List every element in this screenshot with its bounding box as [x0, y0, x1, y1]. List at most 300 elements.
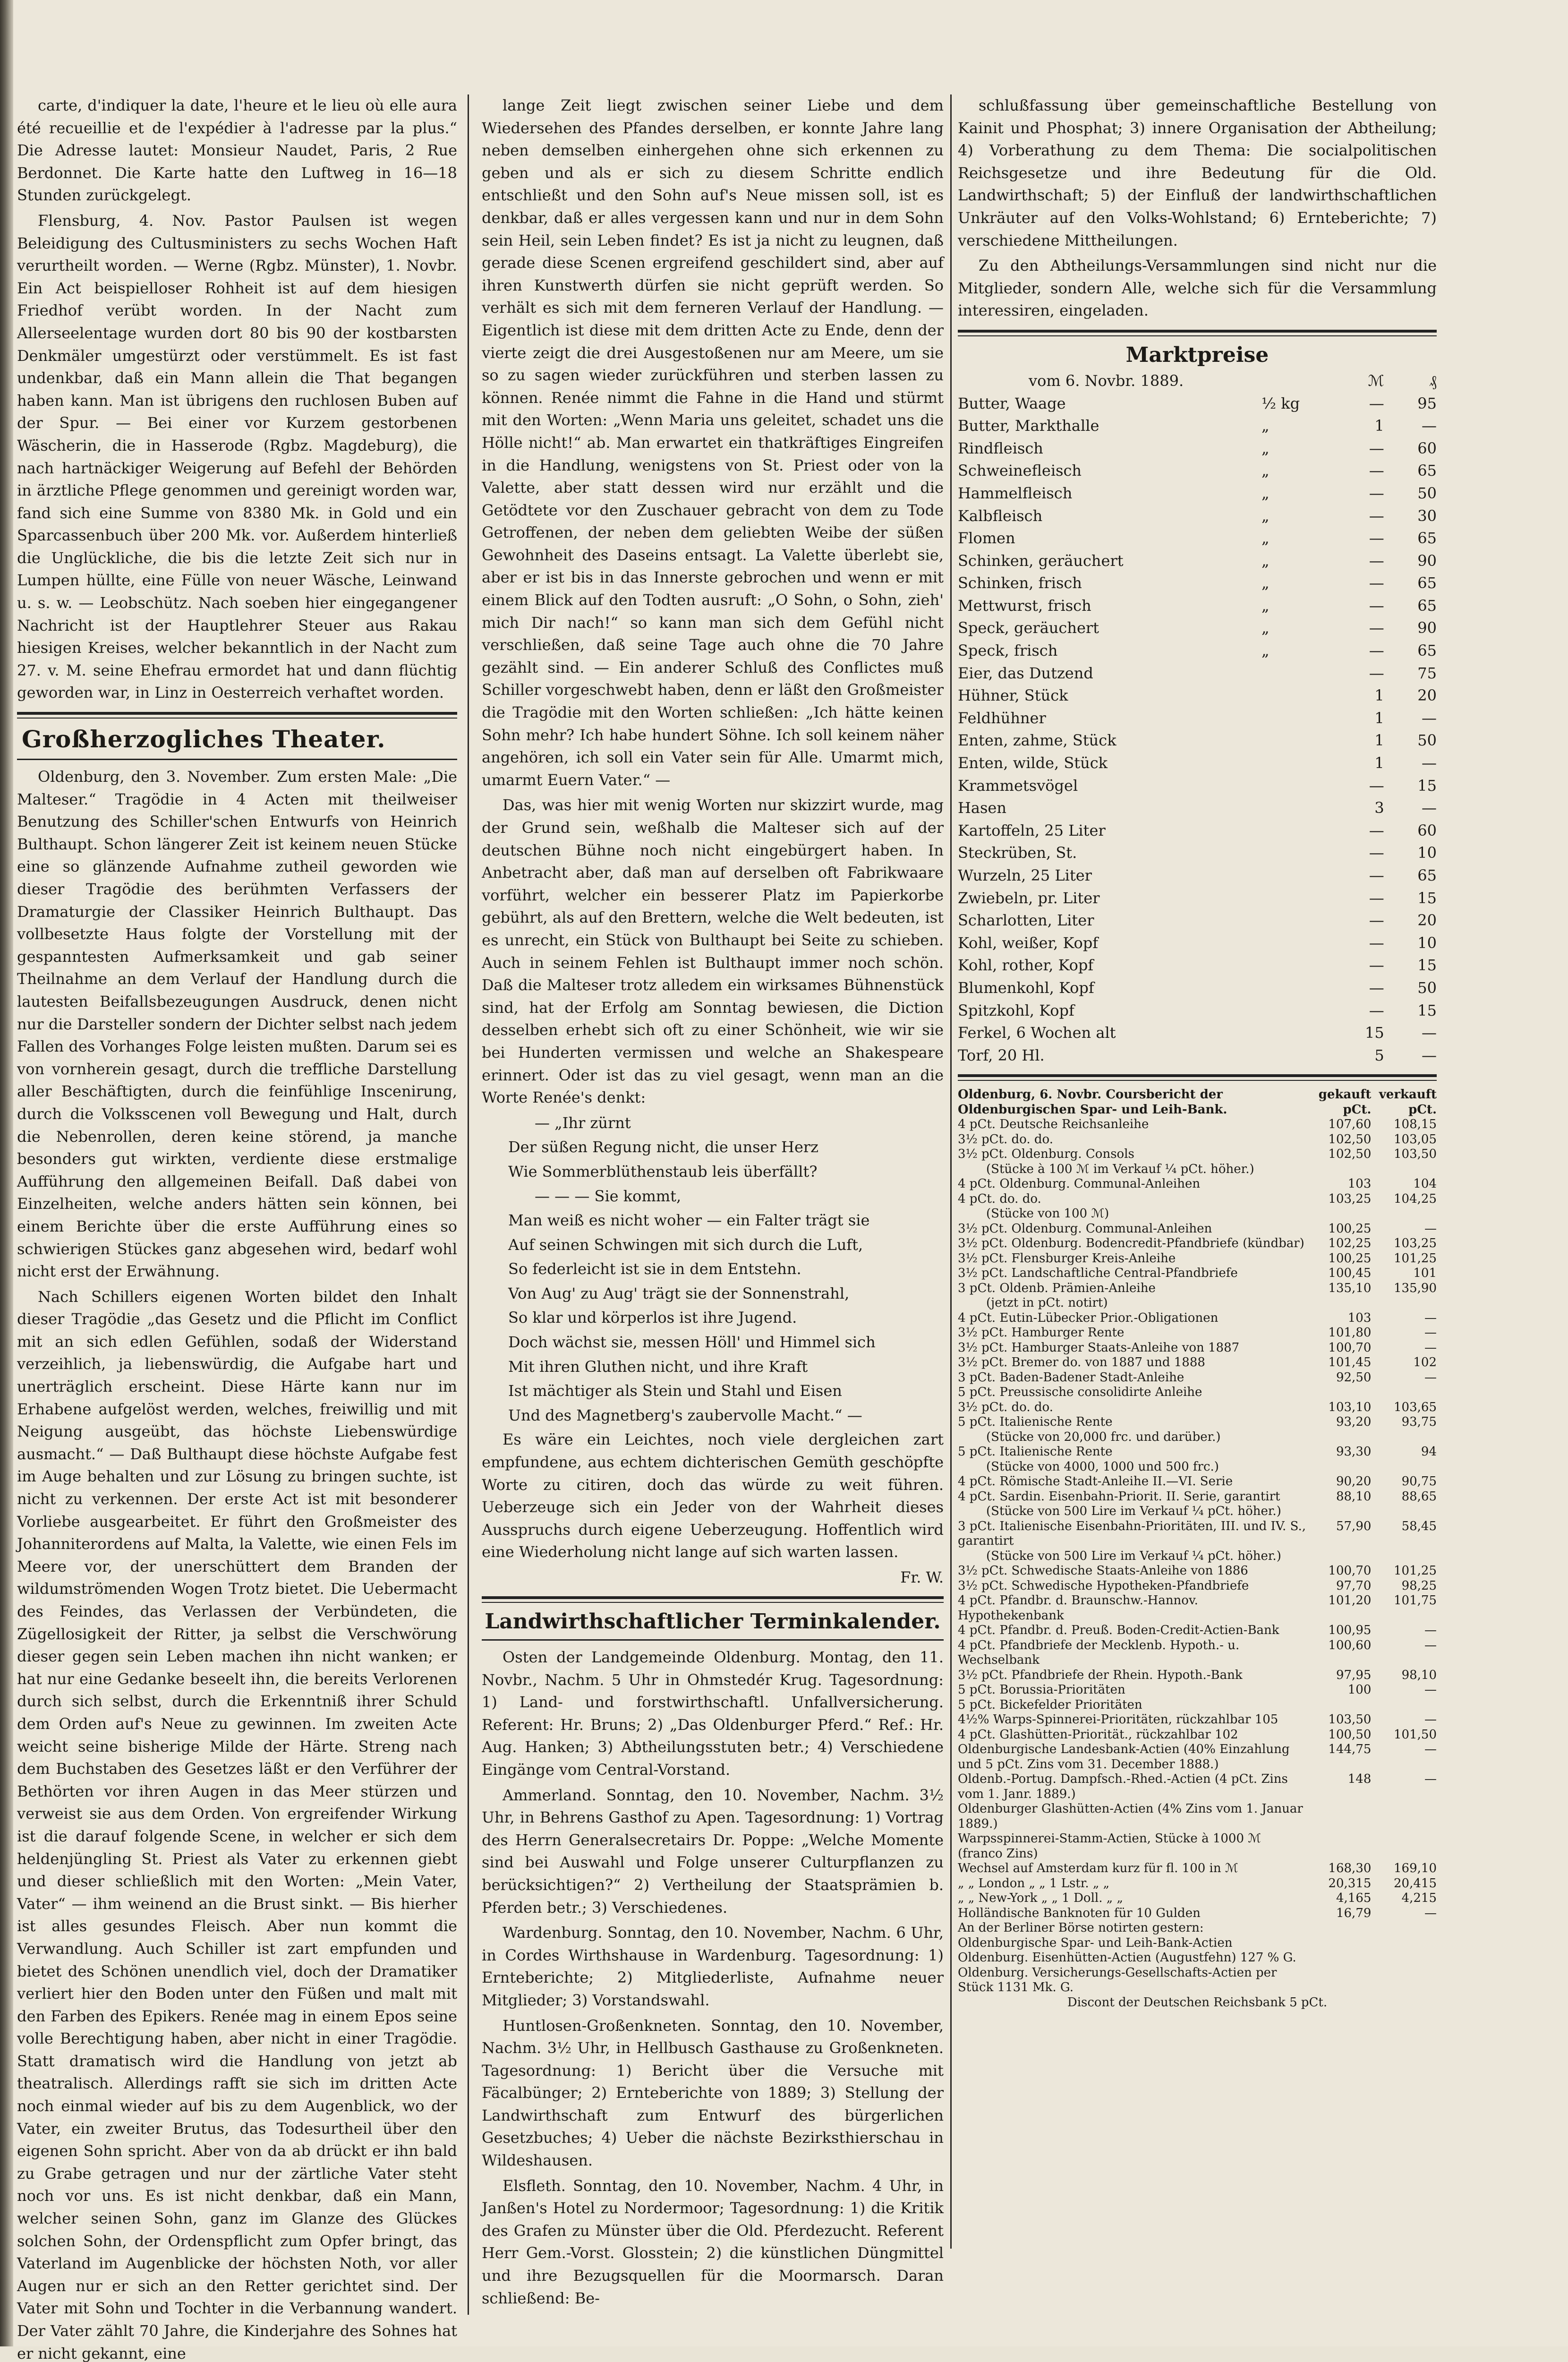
course-cell-bez: Warpsspinnerei-Stamm-Actien, Stücke à 1000 ℳ (franco Zins): [958, 1831, 1261, 1861]
course-row: [958, 1861, 1437, 1876]
course-row: [958, 1177, 1437, 1192]
course-cell-g: 92,50: [1336, 1370, 1372, 1385]
course-cell-g: 168,30: [1328, 1861, 1372, 1876]
course-header-bought: gekauft pCt.: [1318, 1087, 1372, 1117]
course-row: [958, 1802, 1437, 1831]
course-cell-v: 135,90: [1394, 1281, 1437, 1295]
market-cell-p: 65: [1417, 574, 1437, 592]
course-cell-v: [1371, 1162, 1437, 1177]
market-cell-item: Kohl, rother, Kopf: [958, 956, 1094, 975]
market-cell-m: 1: [1374, 731, 1384, 750]
course-cell-v: 104: [1413, 1177, 1437, 1191]
course-cell-g: [1306, 1504, 1372, 1519]
course-row: [958, 1281, 1437, 1296]
newspaper-page: [13, 0, 1568, 2362]
market-cell-m: 1: [1374, 417, 1384, 435]
market-cell-p: —: [1422, 799, 1437, 817]
course-cell-v: —: [1424, 1221, 1437, 1236]
market-cell-unit: ½ kg: [1261, 394, 1300, 412]
course-row: [958, 1147, 1437, 1162]
market-cell-item: Kohl, weißer, Kopf: [958, 933, 1099, 952]
theater-heading: Großherzogliches Theater.: [22, 725, 386, 753]
course-row: [958, 1564, 1437, 1579]
course-cell-g: 102,50: [1328, 1132, 1372, 1147]
course-row: [958, 1266, 1437, 1281]
course-cell-g: 97,95: [1336, 1668, 1372, 1682]
calendar-continuation: [958, 94, 1437, 322]
market-cell-m: 5: [1374, 1046, 1384, 1064]
course-cell-v: [1371, 1936, 1437, 1951]
market-cell-p: —: [1422, 417, 1437, 435]
market-cell-unit: [1261, 797, 1349, 820]
course-cell-g: [1306, 1207, 1372, 1222]
course-cell-g: [1306, 1698, 1372, 1713]
market-row: [958, 685, 1437, 707]
course-header-sold: verkauft pCt.: [1379, 1087, 1437, 1117]
market-cell-m: —: [1369, 529, 1384, 548]
verse-line: — — — Sie kommt,: [535, 1187, 682, 1205]
market-cell-unit: [1261, 1044, 1349, 1067]
course-cell-v: [1371, 1207, 1437, 1222]
course-cell-bez: (Stücke von 4000, 1000 und 500 frc.): [986, 1459, 1219, 1474]
market-cell-m: —: [1369, 462, 1384, 480]
market-cell-item: Schinken, geräuchert: [958, 551, 1124, 570]
course-cell-bez: 3½ pCt. do. do.: [958, 1132, 1053, 1147]
binding-gutter: [0, 0, 13, 2346]
column-3: [958, 94, 1437, 2249]
course-cell-v: [1371, 1831, 1437, 1861]
course-cell-g: 103,50: [1328, 1712, 1372, 1727]
market-cell-item: Butter, Waage: [958, 394, 1066, 412]
course-row: [958, 1742, 1437, 1772]
course-row: [958, 1117, 1437, 1132]
course-cell-v: [1371, 1549, 1437, 1564]
course-cell-bez: (Stücke von 500 Lire im Verkauf ¼ pCt. höher.): [986, 1549, 1281, 1563]
market-row: [958, 1000, 1437, 1022]
market-cell-item: Hühner, Stück: [958, 686, 1068, 705]
course-cell-g: 102,25: [1328, 1236, 1372, 1251]
market-row: [958, 887, 1437, 910]
market-cell-m: —: [1369, 619, 1384, 637]
course-row: [958, 1251, 1437, 1267]
market-row: [958, 775, 1437, 797]
course-cell-g: [1306, 1802, 1372, 1831]
course-cell-g: 100,25: [1328, 1221, 1372, 1236]
course-cell-bez: (Stücke von 100 ℳ): [986, 1207, 1109, 1221]
market-cell-p: 95: [1417, 394, 1437, 412]
course-cell-v: [1371, 1460, 1437, 1475]
course-cell-g: 107,60: [1328, 1117, 1372, 1132]
course-cell-bez: „ „ London „ „ 1 Lstr. „ „: [958, 1876, 1110, 1891]
course-cell-g: 101,80: [1328, 1326, 1372, 1340]
course-cell-bez: (jetzt in pCt. notirt): [986, 1296, 1108, 1310]
market-cell-m: —: [1369, 642, 1384, 660]
market-cell-m: —: [1369, 596, 1384, 615]
market-cell-m: —: [1369, 484, 1384, 502]
course-cell-bez: 3 pCt. Italienische Eisenbahn-Prioritäten, III. und IV. S., garantirt: [958, 1519, 1306, 1549]
course-row: [958, 1831, 1437, 1861]
market-row: [958, 1022, 1437, 1044]
course-cell-bez: 5 pCt. Borussia-Prioritäten: [958, 1683, 1125, 1697]
discount-note: Discont der Deutschen Reichsbank 5 pCt.: [1067, 1995, 1328, 2010]
market-cell-item: Scharlotten, Liter: [958, 911, 1094, 930]
course-cell-v: [1371, 1966, 1437, 1995]
market-row: [958, 752, 1437, 775]
verse-line: Mit ihren Gluthen nicht, und ihre Kraft: [508, 1357, 808, 1376]
market-row: [958, 820, 1437, 842]
market-cell-item: Wurzeln, 25 Liter: [958, 866, 1092, 884]
market-cell-unit: [1261, 887, 1349, 910]
market-cell-p: —: [1422, 1046, 1437, 1064]
course-cell-bez: 3½ pCt. do. do.: [958, 1400, 1053, 1414]
market-cell-unit: [1261, 864, 1349, 887]
market-cell-m: —: [1369, 1001, 1384, 1019]
course-row: [958, 1712, 1437, 1728]
course-cell-v: 20,415: [1394, 1876, 1437, 1891]
market-cell-item: Rindfleisch: [958, 439, 1043, 457]
market-date: vom 6. Novbr. 1889.: [1029, 371, 1184, 390]
market-cell-unit: [1261, 977, 1349, 1000]
course-cell-g: 100,70: [1328, 1564, 1372, 1578]
market-cell-m: 15: [1364, 1024, 1384, 1042]
course-cell-bez: „ „ New-York „ „ 1 Doll. „ „: [958, 1891, 1123, 1906]
verse-quote: [482, 1112, 944, 1427]
market-cell-item: Zwiebeln, pr. Liter: [958, 889, 1100, 907]
course-cell-bez: Oldenburgische Landesbank-Actien (40% Einzahlung und 5 pCt. Zins vom 31. December 1888.): [958, 1742, 1290, 1772]
market-row: [958, 1044, 1437, 1067]
market-cell-p: 90: [1417, 551, 1437, 570]
market-cell-p: 50: [1417, 484, 1437, 502]
news-items: [17, 94, 457, 704]
market-cell-m: 3: [1374, 799, 1384, 817]
course-row: [958, 1504, 1437, 1519]
market-cell-unit: [1261, 1022, 1349, 1044]
section-divider: [482, 1596, 944, 1603]
course-cell-bez: 4 pCt. Pfandbr. d. Braunschw.-Hannov. Hypothekenbank: [958, 1593, 1198, 1623]
course-cell-v: 101: [1413, 1266, 1437, 1281]
market-cell-m: —: [1369, 574, 1384, 592]
verse-line: Man weiß es nicht woher — ein Falter trägt sie: [508, 1211, 870, 1230]
course-cell-bez: 3½ pCt. Hamburger Rente: [958, 1326, 1125, 1340]
market-row: [958, 617, 1437, 640]
course-cell-g: 93,20: [1336, 1415, 1372, 1429]
market-cell-p: 50: [1417, 978, 1437, 997]
market-cell-m: —: [1369, 911, 1384, 930]
course-cell-v: 104,25: [1394, 1191, 1437, 1206]
section-divider: [17, 712, 457, 719]
market-cell-p: 65: [1417, 596, 1437, 615]
paragraph: carte, d'indiquer la date, l'heure et le lieu où elle aura été recueillie et de l'expédier à l'adresse par la plus.“ Die Adresse lautet: Monsieur Naudet, Paris, 2 Rue Berdonnet. Die Karte hatte den Luftweg in 16—18 Stunden zurückgelegt.: [17, 96, 457, 205]
course-cell-bez: 5 pCt. Bickefelder Prioritäten: [958, 1697, 1142, 1712]
course-cell-g: [1306, 1951, 1372, 1966]
market-cell-m: —: [1369, 776, 1384, 795]
course-header-title: Oldenburg, 6. Novbr. Coursbericht der Oldenburgischen Spar- und Leih-Bank.: [958, 1087, 1227, 1117]
market-cell-item: Steckrüben, St.: [958, 844, 1077, 862]
market-cell-unit: [1261, 909, 1349, 932]
pfennig-column-head: ₰: [1429, 371, 1437, 390]
market-cell-p: 65: [1417, 866, 1437, 884]
course-cell-g: 88,10: [1336, 1489, 1372, 1504]
course-cell-bez: Oldenburgische Spar- und Leih-Bank-Actien: [958, 1935, 1233, 1950]
course-cell-bez: Holländische Banknoten für 10 Gulden: [958, 1906, 1201, 1920]
course-row: [958, 1489, 1437, 1505]
paragraph: Nach Schillers eigenen Worten bildet den Inhalt dieser Tragödie „das Gesetz und die Pflicht im Conflict mit an sich edlen Gefühlen, sodaß der Widerstand verzeihlich, ja liebenswürdig, die Aufgabe hart und unerträglich erscheint. Diese Härte kann nur im Erhabene aufgelöst werden, welches, freiwillig und mit Neigung ausgeübt, das höchste Liebenswürdige ausmacht.“ — Daß Bulthaupt diese höchste Aufgabe fest im Auge behalten und zur Lösung zu bringen suchte, ist nicht zu verkennen. Der erste Act ist mit besonderer Vorliebe ausgearbeitet. Er führt den Großmeister des Johanniterordens auf Malta, la Valette, wie einen Fels im Meere vor, der unerschüttert dem Branden der wildumströmenden Wogen Trotz bietet. Die Uebermacht des Feindes, das Verlassen der Verbündeten, die Zügellosigkeit der Ritter, ja selbst die Verschwörung dieser gegen sein Leben machen ihn nicht wanken; er hat nur eine Gedanke beseelt ihn, die bereits Verlorenen durch sich selbst, durch die Erkenntniß ihrer Schuld dem Orden auf's Neue zu gewinnen. Im zweiten Acte weicht seine bisherige Milde der Härte. Streng nach dem Buchstaben des Gesetzes läßt er den Verführer der Bethörten vor ihren Augen in das Meer stürzen und verweist sie aus dem Orden. Von ergreifender Wirkung ist die darauf folgende Scene, in welcher er sich dem heldenjüngling St. Priest als Vater zu erkennen giebt und dieser schließlich mit den Worten: „Mein Vater, Vater“ — ihm weinend an die Brust sinkt. — Bis hierher ist alles gesundes Fleisch. Aber nun kommt die Verwandlung. Auch Schiller ist zart empfunden und bietet des Schönen unendlich viel, doch der Dramatiker verliert hier den Boden unter den Füßen und malt mit den Farben des Epikers. Renée mag in einem Epos seine volle Berechtigung haben, aber nicht in einer Tragödie. Statt dramatisch wird die Handlung von jetzt ab theatralisch. Allerdings rafft sie sich im dritten Acte noch einmal wieder auf bis zu dem Augenblick, wo der Vater, ein zweiter Brutus, das Todesurtheil über den eigenen Sohn spricht. Aber von da ab drückt er ihn bald zu Grabe getragen und nur der zärtliche Vater steht noch vor uns. Es ist nicht denkbar, daß ein Mann, welcher seinen Sohn, ganz im Glanze des Glückes solchen Sohn, der Ordenspflicht zum Opfer bringt, das Vaterland im Augenblicke der höchsten Noth, vor aller Augen nur er sich an den Retter gerichtet sind. Der Vater mit Sohn und Tochter in die Verbannung wandert. Der Vater zählt 70 Jahre, die Kinderjahre des Sohnes hat er nicht gekannt, eine: [17, 1287, 457, 2362]
course-cell-v: [1371, 1504, 1437, 1519]
course-rows: [958, 1117, 1437, 1995]
course-cell-v: [1371, 1698, 1437, 1713]
course-cell-bez: 3½ pCt. Pfandbriefe der Rhein. Hypoth.-Bank: [958, 1668, 1243, 1682]
market-cell-unit: [1261, 662, 1349, 685]
course-cell-g: 93,30: [1336, 1445, 1372, 1459]
column-2: [482, 94, 944, 2315]
course-cell-v: —: [1424, 1683, 1437, 1697]
course-cell-v: —: [1424, 1772, 1437, 1787]
market-rows: [958, 393, 1437, 1067]
course-cell-v: [1371, 1951, 1437, 1966]
market-cell-unit: [1261, 707, 1349, 730]
market-row: [958, 437, 1437, 460]
course-cell-v: [1371, 1921, 1437, 1936]
market-cell-p: —: [1422, 1024, 1437, 1042]
course-cell-v: 90,75: [1401, 1474, 1437, 1489]
market-cell-item: Flomen: [958, 529, 1015, 548]
course-cell-v: [1371, 1802, 1437, 1831]
market-cell-item: Kalbfleisch: [958, 506, 1043, 525]
market-heading: Marktpreise: [1125, 342, 1269, 367]
course-cell-v: —: [1424, 1326, 1437, 1340]
course-cell-v: 101,25: [1394, 1251, 1437, 1266]
market-row: [958, 797, 1437, 820]
course-row: [958, 1891, 1437, 1906]
course-cell-g: 100: [1347, 1683, 1372, 1697]
market-row: [958, 954, 1437, 977]
course-cell-bez: An der Berliner Börse notirten gestern:: [958, 1921, 1204, 1935]
market-row: [958, 729, 1437, 752]
verse-line: Wie Sommerblüthenstaub leis überfällt?: [508, 1162, 818, 1181]
course-cell-bez: (Stücke à 100 ℳ im Verkauf ¼ pCt. höher.): [986, 1162, 1254, 1176]
market-cell-item: Hammelfleisch: [958, 484, 1073, 502]
course-cell-bez: 4 pCt. Pfandbriefe der Mecklenb. Hypoth.- u. Wechselbank: [958, 1638, 1240, 1668]
course-cell-g: 144,75: [1328, 1742, 1372, 1757]
market-row: [958, 460, 1437, 482]
course-cell-v: 101,75: [1394, 1593, 1437, 1608]
market-cell-item: Mettwurst, frisch: [958, 596, 1091, 615]
course-row: [958, 1623, 1437, 1638]
market-cell-unit: [1261, 954, 1349, 977]
course-cell-bez: Oldenb.-Portug. Dampfsch.-Rhed.-Actien (4 pCt. Zins vom 1. Janr. 1889.): [958, 1772, 1288, 1801]
course-cell-bez: 3½ pCt. Flensburger Kreis-Anleihe: [958, 1251, 1176, 1266]
verse-line: Der süßen Regung nicht, die unser Herz: [508, 1138, 819, 1156]
review-continuation: [482, 94, 944, 1109]
course-row: [958, 1460, 1437, 1475]
market-row: [958, 550, 1437, 573]
paragraph: Das, was hier mit wenig Worten nur skizzirt wurde, mag der Grund sein, weßhalb die Malteser sich auf der deutschen Bühne noch nicht eingebürgert haben. In Anbetracht aber, daß man auf derselben oft Fabrikwaare vorführt, welcher ein besserer Platz im Papierkorbe gebührt, als auf den Brettern, welche die Welt bedeuten, ist es unrecht, ein Stück von Bulthaupt bei Seite zu schieben. Auch in seinem Fehlen ist Bulthaupt immer noch schön. Daß die Malteser trotz alledem ein wirksames Bühnenstück sind, hat der Erfolg am Sonntag bewiesen, die Diction desselben erhebt sich oft zu einer Schönheit, wie wir sie bei Hunderten vermissen und welche an Shakespeare erinnert. Oder ist das zu viel gesagt, wenn man an die Worte Renée's denkt:: [482, 796, 944, 1107]
market-cell-unit: „: [1261, 551, 1270, 570]
course-cell-bez: 3½ pCt. Landschaftliche Central-Pfandbriefe: [958, 1266, 1238, 1281]
market-row: [958, 505, 1437, 528]
market-cell-p: 10: [1417, 933, 1437, 952]
course-cell-g: 90,20: [1336, 1474, 1372, 1489]
course-cell-v: [1371, 1385, 1437, 1400]
course-cell-g: 148: [1347, 1772, 1372, 1787]
market-cell-p: —: [1422, 709, 1437, 727]
course-cell-bez: 4 pCt. Oldenburg. Communal-Anleihen: [958, 1177, 1201, 1191]
market-cell-m: —: [1369, 978, 1384, 997]
market-row: [958, 864, 1437, 887]
market-cell-item: Spitzkohl, Kopf: [958, 1001, 1074, 1019]
course-cell-v: 103,65: [1394, 1400, 1437, 1414]
course-row: [958, 1519, 1437, 1549]
course-cell-bez: 3½ pCt. Oldenburg. Consols: [958, 1147, 1134, 1162]
market-cell-p: 90: [1417, 619, 1437, 637]
course-cell-bez: 4 pCt. Sardin. Eisenbahn-Priorit. II. Serie, garantirt: [958, 1489, 1280, 1504]
course-cell-g: [1306, 1936, 1372, 1951]
market-row: [958, 393, 1437, 415]
course-cell-bez: 4½% Warps-Spinnerei-Prioritäten, rückzahlbar 105: [958, 1712, 1278, 1727]
course-row: [958, 1906, 1437, 1921]
course-cell-v: —: [1424, 1370, 1437, 1385]
course-cell-g: 100,25: [1328, 1251, 1372, 1266]
course-row: [958, 1222, 1437, 1237]
course-cell-bez: 5 pCt. Italienische Rente: [958, 1415, 1113, 1429]
market-row: [958, 415, 1437, 437]
course-row: [958, 1772, 1437, 1802]
market-row: [958, 527, 1437, 550]
course-cell-bez: 4 pCt. Deutsche Reichsanleihe: [958, 1117, 1149, 1132]
course-cell-v: 98,25: [1401, 1578, 1437, 1593]
market-cell-item: Speck, geräuchert: [958, 619, 1099, 637]
course-cell-v: 58,45: [1401, 1519, 1437, 1533]
market-cell-unit: „: [1261, 529, 1270, 548]
course-header-row: [958, 1087, 1437, 1117]
course-row: [958, 1132, 1437, 1147]
market-cell-p: 60: [1417, 821, 1437, 839]
course-cell-bez: Oldenburg. Versicherungs-Gesellschafts-Actien per Stück 1131 Mk. G.: [958, 1965, 1277, 1995]
market-cell-p: 60: [1417, 439, 1437, 457]
course-row: [958, 1207, 1437, 1222]
verse-line: Doch wächst sie, messen Höll' und Himmel sich: [508, 1333, 876, 1352]
course-cell-v: [1371, 1296, 1437, 1311]
verse-line: Auf seinen Schwingen mit sich durch die Luft,: [508, 1235, 863, 1254]
course-cell-g: 97,70: [1336, 1578, 1372, 1593]
column-rule-2: [950, 94, 952, 2249]
course-cell-g: [1306, 1296, 1372, 1311]
market-cell-unit: „: [1261, 619, 1270, 637]
course-cell-g: 100,95: [1328, 1623, 1372, 1638]
course-cell-g: [1306, 1460, 1372, 1475]
market-cell-item: Hasen: [958, 799, 1006, 817]
course-cell-bez: 3½ pCt. Bremer do. von 1887 und 1888: [958, 1355, 1205, 1370]
verse-line: — „Ihr zürnt: [535, 1113, 631, 1132]
course-cell-g: 57,90: [1336, 1519, 1372, 1533]
review-closing: Es wäre ein Leichtes, noch viele dergleichen zart empfundene, aus echtem dichterischen Gemüth geschöpfte Worte zu citiren, doch das würde zu weit führen. Ueberzeuge sich ein Jeder von der Wahrheit dieses Ausspruchs durch eigene Ueberzeugung. Hoffentlich wird eine Wiederholung nicht lange auf sich warten lassen.: [482, 1430, 944, 1561]
course-row: [958, 1400, 1437, 1415]
course-cell-v: 4,215: [1401, 1891, 1437, 1906]
market-cell-unit: „: [1261, 417, 1270, 435]
paragraph: Zu den Abtheilungs-Versammlungen sind nicht nur die Mitglieder, sondern Alle, welche sich für die Versammlung interessiren, eingeladen.: [958, 257, 1437, 320]
course-cell-bez: 3 pCt. Oldenb. Prämien-Anleihe: [958, 1281, 1156, 1295]
course-cell-g: 101,45: [1328, 1355, 1372, 1370]
market-cell-unit: „: [1261, 484, 1270, 502]
market-cell-item: Enten, zahme, Stück: [958, 731, 1116, 750]
heading-rule: [17, 759, 457, 760]
market-cell-unit: „: [1261, 462, 1270, 480]
market-cell-item: Krammetsvögel: [958, 776, 1078, 795]
course-cell-g: 103: [1347, 1177, 1372, 1191]
course-cell-v: —: [1424, 1310, 1437, 1325]
market-cell-p: 15: [1417, 1001, 1437, 1019]
course-row: [958, 1341, 1437, 1356]
course-cell-g: 100,45: [1328, 1266, 1372, 1281]
market-cell-m: —: [1369, 394, 1384, 412]
course-cell-g: [1306, 1966, 1372, 1995]
course-cell-v: [1371, 1430, 1437, 1445]
course-row: [958, 1698, 1437, 1713]
course-cell-v: 98,10: [1401, 1668, 1437, 1682]
course-cell-bez: 3½ pCt. Oldenburg. Bodencredit-Pfandbriefe (kündbar): [958, 1236, 1304, 1251]
course-row: [958, 1966, 1437, 1995]
market-cell-m: —: [1369, 506, 1384, 525]
market-cell-unit: „: [1261, 574, 1270, 592]
course-cell-g: 20,315: [1328, 1876, 1372, 1891]
course-row: [958, 1415, 1437, 1430]
course-row: [958, 1668, 1437, 1683]
market-cell-p: 15: [1417, 889, 1437, 907]
course-cell-g: 100,50: [1328, 1727, 1372, 1742]
verse-line: Ist mächtiger als Stein und Stahl und Eisen: [508, 1382, 842, 1400]
market-cell-m: 1: [1374, 686, 1384, 705]
course-cell-bez: 3½ pCt. Schwedische Staats-Anleihe von 1886: [958, 1564, 1248, 1578]
market-cell-unit: [1261, 752, 1349, 775]
course-cell-g: 4,165: [1336, 1891, 1372, 1906]
heading-rule: [482, 1639, 944, 1641]
course-cell-bez: 3½ pCt. Hamburger Staats-Anleihe von 1887: [958, 1340, 1240, 1355]
course-cell-bez: 4 pCt. do. do.: [958, 1191, 1041, 1206]
course-cell-v: 103,05: [1394, 1132, 1437, 1147]
course-row: [958, 1326, 1437, 1341]
market-cell-p: 65: [1417, 529, 1437, 548]
course-row: [958, 1921, 1437, 1936]
market-cell-unit: [1261, 820, 1349, 842]
course-cell-v: 88,65: [1401, 1489, 1437, 1504]
course-cell-v: 169,10: [1394, 1861, 1437, 1876]
market-cell-item: Ferkel, 6 Wochen alt: [958, 1024, 1116, 1042]
market-cell-m: —: [1369, 866, 1384, 884]
market-row: [958, 662, 1437, 685]
market-cell-p: 15: [1417, 956, 1437, 975]
market-row: [958, 640, 1437, 662]
market-cell-item: Kartoffeln, 25 Liter: [958, 821, 1106, 839]
course-cell-v: 101,25: [1394, 1564, 1437, 1578]
market-cell-p: 30: [1417, 506, 1437, 525]
market-date-row: [958, 370, 1437, 393]
course-cell-v: 103,25: [1394, 1236, 1437, 1251]
course-cell-g: [1306, 1921, 1372, 1936]
market-cell-p: 20: [1417, 686, 1437, 705]
market-row: [958, 932, 1437, 955]
market-row: [958, 842, 1437, 864]
market-row: [958, 595, 1437, 617]
course-cell-v: —: [1424, 1623, 1437, 1638]
course-row: [958, 1296, 1437, 1311]
course-cell-g: [1306, 1385, 1372, 1400]
market-cell-item: Eier, das Dutzend: [958, 664, 1093, 682]
course-cell-bez: 5 pCt. Preussische consolidirte Anleihe: [958, 1385, 1202, 1400]
calendar-entries: [482, 1646, 944, 2310]
market-price-table: [958, 370, 1437, 1067]
course-cell-bez: 4 pCt. Glashütten-Priorität., rückzahlbar 102: [958, 1727, 1238, 1742]
course-row: [958, 1549, 1437, 1564]
